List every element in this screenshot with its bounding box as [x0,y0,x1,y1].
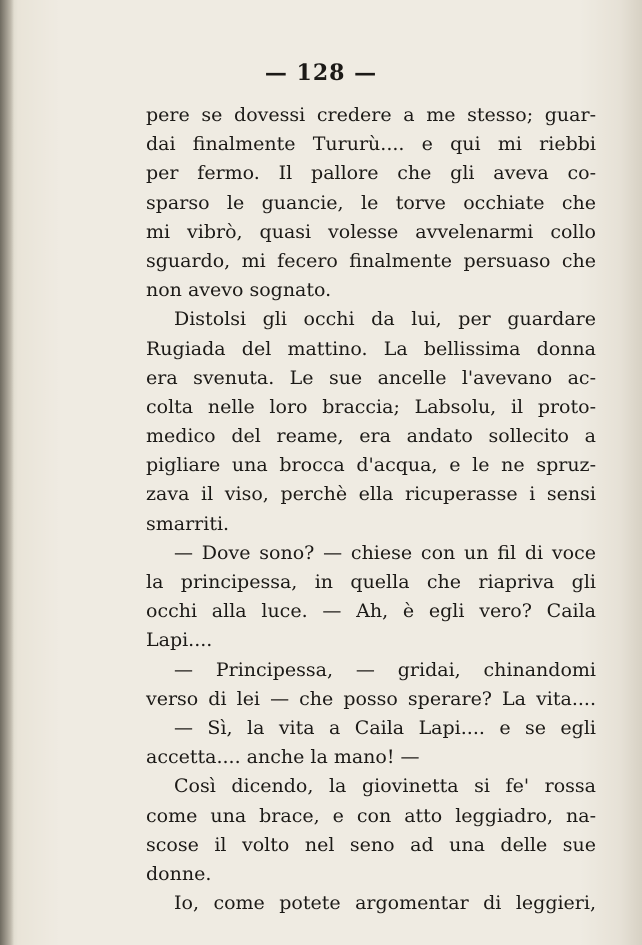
text-line: colta nelle loro braccia; Labsolu, il proto- [146,395,596,418]
text-line: sguardo, mi fecero finalmente persuaso che [146,249,596,272]
text-line: Rugiada del mattino. La bellissima donna [146,337,596,360]
text-line: non avevo sognato. [146,279,332,302]
page-number-header: — 128 — [264,60,378,86]
text-line: mi vibrò, quasi volesse avvelenarmi collo [146,220,596,243]
text-line: medico del reame, era andato sollecito a [146,425,596,448]
text-line: per fermo. Il pallore che gli aveva co- [146,162,596,185]
text-line: — Sì, la vita a Caila Lapi.... e se egli [174,716,596,739]
text-line: dai finalmente Tururù.... e qui mi riebbi [146,133,596,156]
text-line: sparso le guancie, le torve occhiate che [146,191,596,214]
text-line: Lapi.... [146,629,213,652]
text-line: Io, come potete argomentar di leggieri, [174,892,596,915]
text-line: — Dove sono? — chiese con un fil di voce [174,541,596,564]
text-line: donne. [146,862,212,885]
text-line: occhi alla luce. — Ah, è egli vero? Caila [146,600,596,623]
text-line: Distolsi gli occhi da lui, per guardare [174,308,596,331]
text-line: era svenuta. Le sue ancelle l'avevano ac- [146,366,596,389]
text-line: pigliare una brocca d'acqua, e le ne spruz- [146,454,596,477]
text-line: accetta.... anche la mano! — [146,746,420,769]
text-line: come una brace, e con atto leggiadro, na- [146,804,596,827]
text-line: scose il volto nel seno ad una delle sue [146,833,596,856]
text-line: smarriti. [146,512,230,535]
text-line: verso di lei — che posso sperare? La vita.... [146,687,596,710]
binding-shadow [0,0,14,945]
text-line: la principessa, in quella che riapriva gli [146,571,596,593]
text-line: Così dicendo, la giovinetta si fe' rossa [174,775,596,798]
text-line: pere se dovessi credere a me stesso; guar- [146,104,596,126]
text-line: — Principessa, — gridai, chinandomi [174,658,596,681]
text-line: zava il viso, perchè ella ricuperasse i sensi [146,483,596,506]
body-text [146,101,596,918]
